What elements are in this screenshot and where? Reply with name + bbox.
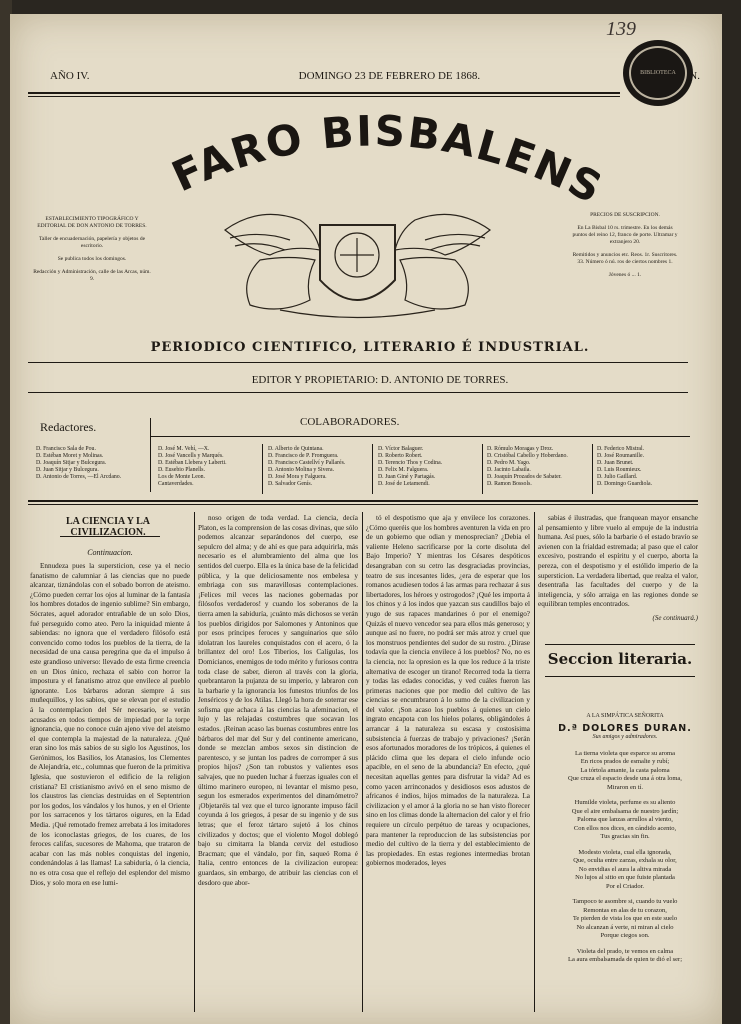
contributor-name: D. Pedro M. Yago. bbox=[487, 460, 531, 466]
contributor-name: D. Federico Mistral. bbox=[597, 446, 645, 452]
contributor-name: D. Felix M. Falguera. bbox=[378, 467, 429, 473]
newspaper-subtitle: PERIODICO CIENTIFICO, LITERARIO É INDUSTRIAL. bbox=[150, 340, 590, 355]
issue-year: AÑO IV. bbox=[50, 70, 90, 82]
section-rule bbox=[545, 644, 695, 645]
issue-number: N. bbox=[689, 70, 700, 82]
contributor-name: D. José Vancells y Marqués. bbox=[158, 453, 224, 459]
publisher-info bbox=[32, 216, 152, 289]
poem-line: En ricos prados de esmalte y rubí; bbox=[580, 758, 670, 765]
poem-line: La tierna violeta que esparce su aroma bbox=[575, 749, 675, 757]
article-column-3 bbox=[366, 514, 530, 1012]
winged-lion-emblem bbox=[220, 200, 495, 325]
contributor-name: D. José Mora y Falguera. bbox=[268, 474, 327, 480]
subscription-extra: Jóvenes ó ... 1. bbox=[608, 272, 642, 278]
article-column-2 bbox=[198, 514, 358, 1012]
column-divider bbox=[534, 512, 535, 1012]
article-title: LA CIENCIA Y LA CIVILIZACION. bbox=[66, 516, 150, 538]
stamp-text: BIBLIOTECA bbox=[629, 46, 687, 100]
contrib-divider bbox=[482, 444, 483, 494]
contributor-name: D. Juan Giné y Partagás. bbox=[378, 474, 436, 480]
contributor-name: D. José de Letamendi. bbox=[378, 481, 430, 487]
contributors-column-3 bbox=[268, 446, 378, 488]
subscription-ads: Remitidos y anuncios etc. Reos. 1r. Suscritores. 33. Número ó nú. ros de ciertos nombres 1. bbox=[572, 252, 678, 265]
editor-line: EDITOR Y PROPIETARIO: D. ANTONIO DE TORRES. bbox=[251, 374, 509, 386]
poem bbox=[540, 712, 710, 972]
poem-line: Paloma que lanzas arrullos al viento, bbox=[577, 816, 673, 823]
contributor-name: D. Joaquín Prozados de Sabater. bbox=[487, 474, 562, 480]
poem-stanza bbox=[540, 750, 710, 793]
contrib-divider bbox=[592, 444, 593, 494]
contributors-column-2 bbox=[158, 446, 268, 488]
poem-line: Modesto violeta, cual ella ignorada, bbox=[578, 848, 672, 856]
contrib-divider bbox=[372, 444, 373, 494]
poem-line: La aura embalsamada de quien te dió el ser; bbox=[567, 956, 683, 963]
column-divider bbox=[362, 512, 363, 1012]
poem-line: Violeta del prado, te vemos en calma bbox=[576, 947, 674, 955]
contributor-name: D. Francisco Sala de Pou. bbox=[36, 446, 96, 452]
article-text: noso origen de toda verdad. La ciencia, decía Platon, es la comprension de las cosas divinas, que sólo podemos alcanzar separándonos del cuerpo, ese sepulcro del alma; y de ahí es que para adquirirla, más necesario es el alumbramiento del alma que los sentidos del cuerpo. Ella es la única base de la felicidad pública, y la que deliciosamente nos embelesa y embriaga con sus maravillosas contemplaciones. ¡Felices mil veces las naciones gobernadas por filósofos verdaderos! y cuando los soberanos de la tierra amen la sabiduría, ¡cuánto más dichosos se verán los pueblos dirigidos por Salomones y Antoninos que por esos príncipes feroces y sanguinarios que sólo idolatran los laureles conquistados con el acero, ó la brillantez del oro! Los Tiberios, los Calígulas, los Domicianos, enemigos de todo mérito y furiosos contra toda clase de saber, dieron al través con la gloria, quebrantaron la pujanza de su imperio, y labraron con la barbarie y la ignorancia los funestos triunfos de los Jenséricos y de los Atilas. Llegó la hora de soterrar ese sofisma que achaca á las ciencias la afeminacion, el lujo y las relajadas costumbres que socavan los estados. ¡Reinan acaso las buenas costumbres entre los bárbaros del mar del Sur y del continente americano, donde se mezclan ambos sexos sin distincion de parentesco, y se juntan los padres de corromper á sus propios hijos? ¿Son tan robustos y valientes esos salvajes, que no pueden luchar á fuerzas iguales con el último marinero europeo, ni levantar el mismo peso, segun los esmerados experimentos del dinamómetro? ¡Objetaréis tal vez que el turco ignorante impuso fácil coyunda á los griegos, á pesar de su ingenio y de sus letras; que el feroz tártaro sujetó á los chinos civilizados y doctos; que el violento Mogol doblegó bajo su cimitarra la blanda cerviz del estudioso Bracman; que el vándalo, por fin, saqueó Roma é Italia, centro entonces de la civilizacion europea: guardaos, sin embargo, de atribuir las ciencias con el desdoro que abor- bbox=[198, 514, 358, 887]
contributor-name: D. Luis Roumieux. bbox=[597, 467, 642, 473]
subtitle-rule bbox=[28, 362, 688, 363]
title-rule bbox=[60, 536, 160, 537]
contributor-name: D. Salvador Genís. bbox=[268, 481, 313, 487]
contributors-column-5 bbox=[487, 446, 597, 488]
subscription-prices: En La Bisbal 10 rs. trimestre. En los demás puntos del reino 12, franco de porte. Ultramar y extranjero 20. bbox=[572, 225, 678, 245]
contributors-column-1 bbox=[36, 446, 146, 481]
poem-line: Te pierden de vista los que en este suelo bbox=[572, 915, 678, 922]
publisher-workshop: Taller de encuadernación, papelería y objetos de escritorio. bbox=[38, 236, 146, 249]
redactores-heading: Redactores. bbox=[40, 420, 97, 434]
poem-line: Que el aire embalsama de nuestro jardín; bbox=[571, 807, 679, 815]
poem-dedication: A LA SIMPÁTICA SEÑORITA bbox=[586, 713, 664, 719]
publisher-establishment: ESTABLECIMIENTO TIPOGRÁFICO Y EDITORIAL DE DON ANTONIO DE TORRES. bbox=[37, 216, 147, 229]
redactores-divider bbox=[150, 418, 151, 492]
poem-line: Miraron en tí. bbox=[607, 783, 643, 791]
poem-line: Tampoco te asombre si, cuando tu vuelo bbox=[572, 898, 678, 905]
poem-line: La tórtola amante, la casta paloma bbox=[580, 766, 670, 774]
body-rule-thin bbox=[28, 504, 698, 505]
contributor-name: Los de Monte Leon. bbox=[158, 474, 206, 480]
column-divider bbox=[194, 512, 195, 1012]
contributor-name: D. Terencio Thos y Codina. bbox=[378, 460, 443, 466]
contributor-name: D. José Roumanille. bbox=[597, 453, 645, 459]
article-text: sabias é ilustradas, que franquean mayor ensanche al pensamiento y libre vuelo al empuje de la industria humana. Así pues, sólo la barbarie ó el estado bravío se avienen con la frialdad estremada; al paso que el calor excesivo, postrando el espíritu y el cuerpo, aborta la pereza, con el despotismo y el estólido imperio de la supersticion. La verdadera libertad, que realza el valor, desentraña las facultades del cuerpo y de la inteligencia, y sólo arraiga en las regiones donde se equilibran temples encontrados. bbox=[538, 514, 698, 609]
contributor-name: D. Eusebio Planells. bbox=[158, 467, 206, 473]
contributor-name: D. Juan Brunet. bbox=[597, 460, 634, 466]
contributor-name: D. Francisco de P. Fromguera. bbox=[268, 453, 339, 459]
poem-recipient: D.ª DOLORES DURAN. bbox=[558, 722, 692, 734]
poem-line: Por el Criador. bbox=[605, 882, 645, 890]
contributor-name: D. Antonio de Torres, —El Arcdano. bbox=[36, 474, 122, 480]
article-column-4 bbox=[538, 514, 698, 644]
contributor-name: D. Alberto de Quintana. bbox=[268, 446, 324, 452]
masthead-title: FARO BISBALEN bbox=[164, 108, 581, 202]
article-subtitle: Continuacion. bbox=[87, 548, 133, 557]
contributor-name: D. Rómulo Moragas y Droz. bbox=[487, 446, 554, 452]
contributor-name: D. Estéban Llebera y Laberti. bbox=[158, 460, 227, 466]
subscription-title: PRECIOS DE SUSCRIPCION. bbox=[590, 212, 660, 218]
continuation-note: (Se continuará.) bbox=[652, 613, 698, 622]
colaboradores-heading: COLABORADORES. bbox=[300, 416, 400, 428]
publisher-address: Redacción y Administración, calle de las Arcas, núm. 9. bbox=[33, 269, 151, 282]
poem-line: Que, oculta entre zarzas, exhala su olor, bbox=[573, 857, 677, 864]
dateline bbox=[50, 70, 700, 82]
header-rule bbox=[28, 92, 620, 94]
article-text: tó el despotismo que aja y envilece los corazones. ¿Cómo queréis que los hombres aventuren la vida en pro de un gobierno que odian y menosprecian? ¿Debia el valiente Heleno sacrificarse por la corte disoluta del Bajo Imperio? Y mientras los Césares despóticos desangraban con su cetro las desgraciadas provincias, teatro de sus incesantes lides, ¿era de esperar que los romanos acudiesen todos á las armas para rechazar á sus libertadores, los héroes y ostrogodos? ¡Qué les importa á los chinos y á los indos que yazcan sus caudillos bajo el yugo de sus rapaces mandarines ó por el enemigo? Quizás el nuevo vencedor sea para ellos más generoso; y aunque así no fuere, no podrá ser más atroz y cruel que los monstruos pendientes del sudor de su rostro. ¿Dirase todavía que la ciencia envilece á los pueblos? No, no es la ciencia, no: la opresion es la que los reduce á la triste alternativa de escoger un tirano! Recorred toda la tierra y todas las edades conocidas, y ved cuáles fueron las primeras naciones que por medio del cultivo de las ciencias se encumbraron á lo sumo de la civilizacion y del valor. ¡Son acaso los pueblos á quienes un cielo ingrato encapota con los hielos polares, obligándoles á arrancar á la naturaleza su escasa y costosísima subsistencia á fuerzas de trabajo y privaciones? ¡Serán esos afortunados moradores de los trópicos, á quienes el plácido clima que les depara el cielo infunde ocio apacible, en el seno de la abundancia? En efecto, ¿qué necesitan aquellas gentes para disfrutar la vida? Ad es como yacen arrinconados y desidiosos esos adustos de africanos é indios, hijos mimados de la naturaleza. La civilizacion y el amor á la gloria no se han visto florecer sino en los climas donde la alternacion del calor y el frío requiere un círculo perpétuo de tareas y ocupaciones, para mantener la reproduccion de las subsistencias por medio del cultivo de la tierra y del establecimiento de las propiedades. En estas regiones intermedias brotan gobiernos moderados, leyes bbox=[366, 514, 530, 868]
poem-line: Remontas en alas de tu corazon, bbox=[583, 906, 667, 914]
contributor-name: D. Juan Sitjar y Bulcegura. bbox=[36, 467, 99, 473]
colaboradores-rule bbox=[150, 436, 690, 437]
poem-stanzas bbox=[540, 750, 710, 965]
poem-stanza bbox=[540, 898, 710, 941]
contributor-name: D. Domingo Guardiola. bbox=[597, 481, 653, 487]
poem-line: Que cruza el espacio desde una á otra loma, bbox=[568, 775, 682, 782]
editor-rule bbox=[28, 392, 688, 393]
poem-stanza bbox=[540, 849, 710, 892]
contributor-name: D. Ramon Bossols. bbox=[487, 481, 532, 487]
poem-line: No alcanzan á verte, ni miran al cielo bbox=[576, 923, 674, 931]
poem-line: No envidias el aura la altiva mirada bbox=[578, 865, 672, 873]
section-rule bbox=[545, 676, 695, 677]
poem-line: Tus gracias sin fin. bbox=[600, 833, 650, 840]
poem-note: Sus amigos y admiradores. bbox=[592, 734, 658, 740]
poem-line: Con ellos nos dices, en cándido acento, bbox=[573, 824, 677, 832]
contributor-name: D. Roberto Robert. bbox=[378, 453, 423, 459]
poem-stanza bbox=[540, 799, 710, 842]
contributor-name: D. José M. Vehí, —X. bbox=[158, 446, 210, 452]
header-rule-thin bbox=[28, 96, 620, 97]
contributor-name: D. Estéban Moret y Molinas. bbox=[36, 453, 104, 459]
contributor-name: D. Antonio Molina y Sivera. bbox=[268, 467, 335, 473]
poem-line: Porque ciegos son. bbox=[600, 932, 650, 939]
contributor-name: Cantaverdades. bbox=[158, 481, 194, 487]
issue-date: DOMINGO 23 DE FEBRERO DE 1868. bbox=[298, 70, 481, 82]
contributor-name: D. Julio Gaillard. bbox=[597, 474, 638, 480]
poem-stanza bbox=[540, 948, 710, 965]
contributor-name: D. Víctor Balaguer. bbox=[378, 446, 424, 452]
contrib-divider bbox=[262, 444, 263, 494]
contributor-name: D. Francisco Castellví y Pallarés. bbox=[268, 460, 346, 466]
literary-section-title: Seccion literaria. bbox=[547, 650, 693, 668]
page-number: 139 bbox=[606, 18, 636, 40]
poem-line: No lujos al sitio en que fuiste plantada bbox=[575, 874, 675, 881]
contributor-name: D. Joaquín Sitjar y Bulcegura. bbox=[36, 460, 107, 466]
body-rule bbox=[28, 500, 698, 502]
contributor-name: D. Jacinto Labaila. bbox=[487, 467, 531, 473]
publisher-schedule: Se publica todos los domingos. bbox=[57, 256, 127, 262]
contributors-column-4 bbox=[378, 446, 488, 488]
subscription-info bbox=[570, 212, 680, 285]
contributor-name: D. Cristóbal Cabello y Hoberdano. bbox=[487, 453, 568, 459]
contributors-column-6 bbox=[597, 446, 707, 488]
article-column-1 bbox=[30, 562, 190, 1012]
poem-line: Humilde violeta, perfume es su aliento bbox=[574, 799, 676, 806]
article-text: Ennudeza pues la supersticion, cese ya el necio fanatismo de calumniar á las ciencias que no puede alcanzar, tiznándolas con el sobado borron de ateismo. ¿Cómo pueden cerrar los ojos al luminar de la fantasía los hombres dotados de ingenio sublime? Sin embargo, Sócrates, aquel adorador entrañable de un solo Dios, fué perseguido como ateo. Pero la iniquidad miente á sabiendas: no ignora que el verdadero filósofo está convencido como todos los pueblos de la tierra, de la necesidad de una causa peregrina que da el impulso á este grandioso universo: llevado de esta firme creencia en un Dios único, rechaza el sabio con horror la impostura y el fanatismo atroz que envilece al pueblo ignorante. Los bárbaros adoran siempre á sus muñequillos, y los sabios, que se elevan por el estudio á la contemplacion del Sér necesario, se verán acusados en todos tiempos de impiedad por la torpe ignorancia, que no conoce cuán ajeno vive del ateismo el que contempla la majestad de la naturaleza. ¿Qué eran sino los más sabios de su siglo los Agustinos, los Gerónimos, los Basilios, los Atanasios, los Clementes de Alejandría, etc., columnas que fueron de la primitiva Iglesia, que sostuvieron el edificio de la religion cristiana? El cristianismo avivó en el seno mismo de los claustros las ciencias destruidas en el Septentrion por los godos, los vándalos y los hunos, y en el Oriente por los sarracenos y los tártaros oigures, en la Edad Media. ¡Qué remotado fremez arrebata á los imitadores de los iconoclastas griegos, de los cuares, de los feroces califas, sucesores de Mahoma, que trataron de acabar con las más nobles conquistas del ingenio, condenándolas á las llamas! La sabiduría, ó la ciencia, no es otra cosa que el reflejo del esplendor del mismo Dios, y solo mora en ese lumi- bbox=[30, 562, 190, 887]
